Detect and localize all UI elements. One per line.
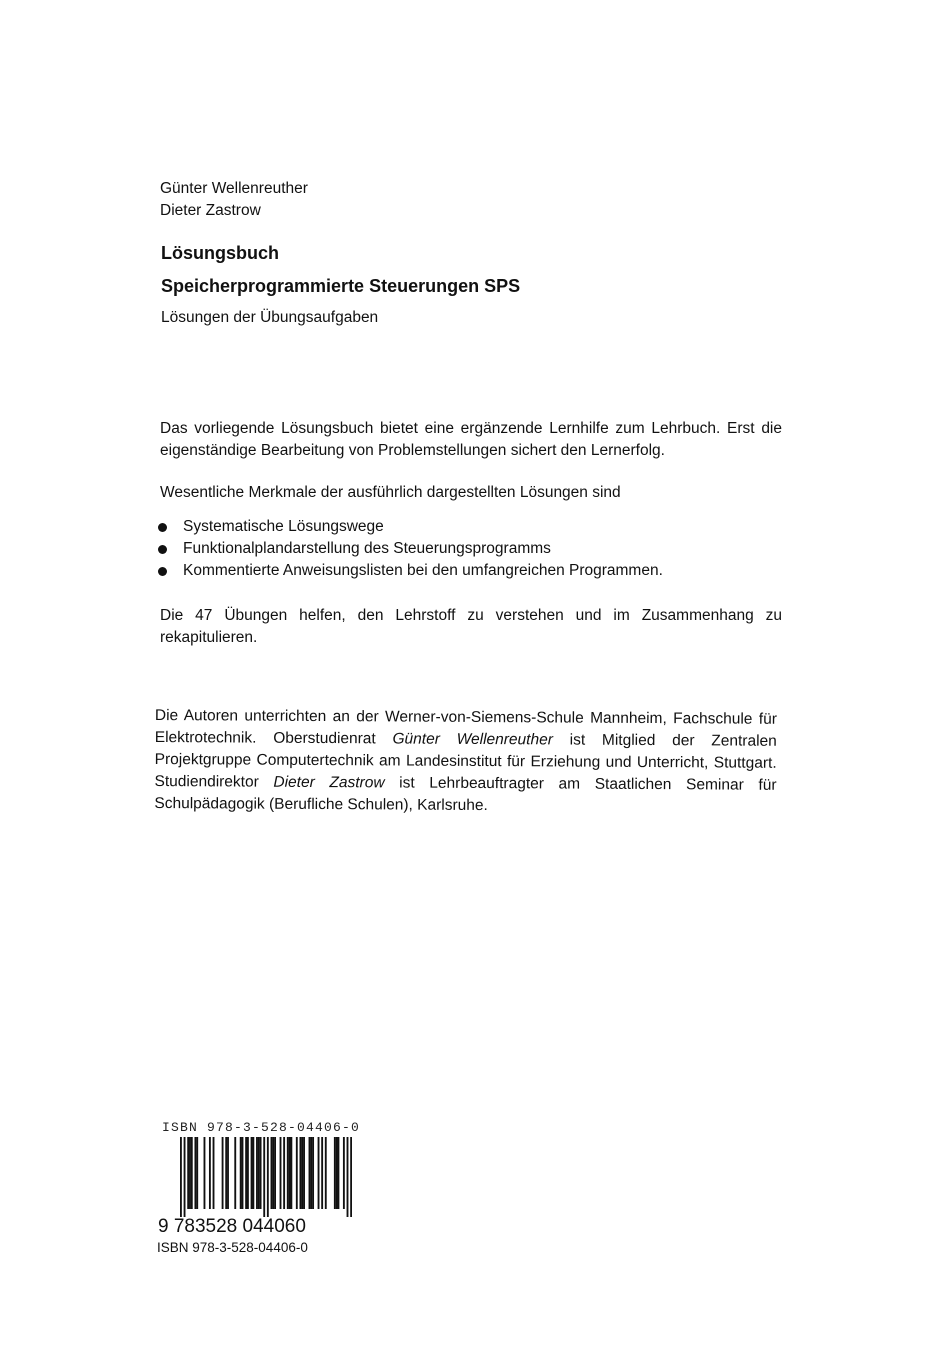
author-name: Günter Wellenreuther <box>160 180 308 197</box>
isbn-bottom-label: ISBN 978-3-528-04406-0 <box>157 1240 308 1255</box>
barcode-bar <box>350 1137 352 1217</box>
list-item-text: Systematische Lösungswege <box>183 518 384 535</box>
barcode-bar <box>260 1137 262 1209</box>
intro-paragraph <box>160 418 782 462</box>
barcode-bar <box>245 1137 247 1209</box>
list-item <box>157 516 663 538</box>
bullet-icon <box>158 545 167 554</box>
isbn-top-label: ISBN 978-3-528-04406-0 <box>162 1120 361 1135</box>
author-name: Dieter Zastrow <box>160 202 261 219</box>
barcode-bar <box>234 1137 236 1209</box>
barcode-bar <box>180 1137 182 1217</box>
about-authors-paragraph <box>154 705 777 819</box>
barcode-bar <box>309 1137 311 1209</box>
barcode-bar <box>301 1137 303 1209</box>
about-text: Die Autoren unterrichten an der Werner-von-Siemens-Schule Mannheim, Fachschule für Elektrotechnik. Oberstudienrat <box>154 706 777 748</box>
barcode-bar <box>289 1137 291 1209</box>
barcode-bar <box>196 1137 198 1209</box>
barcode-bar <box>321 1137 323 1209</box>
about-text: ist Lehrbeauftragter am Staatlichen Seminar für Schulpädagogik (Berufliche Schulen), Karlsruhe. <box>154 774 777 815</box>
barcode-bar <box>303 1137 305 1209</box>
barcode-bar <box>209 1137 211 1209</box>
barcode-bar <box>325 1137 327 1209</box>
barcode-bar <box>242 1137 244 1209</box>
barcode-bar <box>267 1137 269 1217</box>
book-title: Lösungsbuch <box>161 243 279 263</box>
barcode-bar <box>204 1137 206 1209</box>
barcode-bar <box>258 1137 260 1209</box>
exercises-paragraph: Die 47 Übungen helfen, den Lehrstoff zu verstehen und im Zusammenhang zu rekapitulieren. <box>160 607 782 646</box>
barcode-bar <box>256 1137 258 1209</box>
barcode-bar <box>222 1137 224 1209</box>
barcode-bar <box>310 1137 312 1209</box>
about-text: ist Mitglied der Zentralen Projektgruppe Computertechnik am Landesinstitut für Erziehung und Unterricht, Stuttgart. Studiendirektor <box>154 731 777 791</box>
barcode-bar <box>280 1137 282 1209</box>
barcode-bar <box>312 1137 314 1209</box>
barcode-bar <box>347 1137 349 1217</box>
barcode-bar <box>225 1137 227 1209</box>
barcode-icon <box>180 1137 352 1217</box>
barcode-bar <box>194 1137 196 1209</box>
barcode-bar <box>336 1137 338 1209</box>
barcode-digits: 9 783528 044060 <box>158 1216 306 1237</box>
features-list <box>157 516 663 582</box>
list-item <box>157 538 663 560</box>
barcode-bar <box>252 1137 254 1209</box>
barcode-bar <box>271 1137 273 1209</box>
intro-text: Das vorliegende Lösungsbuch bietet eine ergänzende Lernhilfe zum Lehrbuch. Erst die eigenständige Bearbeitung von Problemstellungen sichert den Lernerfolg. <box>160 420 782 459</box>
book-subtitle: Speicherprogrammierte Steuerungen SPS <box>161 276 521 296</box>
bullet-icon <box>158 567 167 576</box>
barcode-bar <box>274 1137 276 1209</box>
barcode-bar <box>272 1137 274 1209</box>
features-intro: Wesentliche Merkmale der ausführlich dargestellten Lösungen sind <box>160 484 621 501</box>
barcode-bar <box>343 1137 345 1209</box>
barcode-bar <box>299 1137 301 1209</box>
barcode-bar <box>318 1137 320 1209</box>
author-name-italic: Dieter Zastrow <box>273 773 385 792</box>
barcode-bar <box>251 1137 253 1209</box>
author-name-italic: Günter Wellenreuther <box>392 730 553 749</box>
barcode-bar <box>184 1137 186 1217</box>
bullet-icon <box>158 523 167 532</box>
barcode-bar <box>227 1137 229 1209</box>
barcode-bar <box>296 1137 298 1209</box>
barcode-bar <box>290 1137 292 1209</box>
list-item-text: Funktionalplandarstellung des Steuerungsprogramms <box>183 540 551 557</box>
barcode-bar <box>213 1137 215 1209</box>
list-item-text: Kommentierte Anweisungslisten bei den umfangreichen Programmen. <box>183 562 663 579</box>
barcode-bar <box>283 1137 285 1209</box>
book-subsubtitle: Lösungen der Übungsaufgaben <box>161 309 379 326</box>
barcode-bar <box>189 1137 191 1209</box>
barcode-bar <box>240 1137 242 1209</box>
barcode-bar <box>191 1137 193 1209</box>
barcode-bar <box>247 1137 249 1209</box>
barcode-bar <box>287 1137 289 1209</box>
barcode-bar <box>338 1137 340 1209</box>
barcode-bar <box>263 1137 265 1217</box>
barcode-bar <box>334 1137 336 1209</box>
barcode-bar <box>187 1137 189 1209</box>
authors-block <box>160 178 308 222</box>
list-item <box>157 560 663 582</box>
